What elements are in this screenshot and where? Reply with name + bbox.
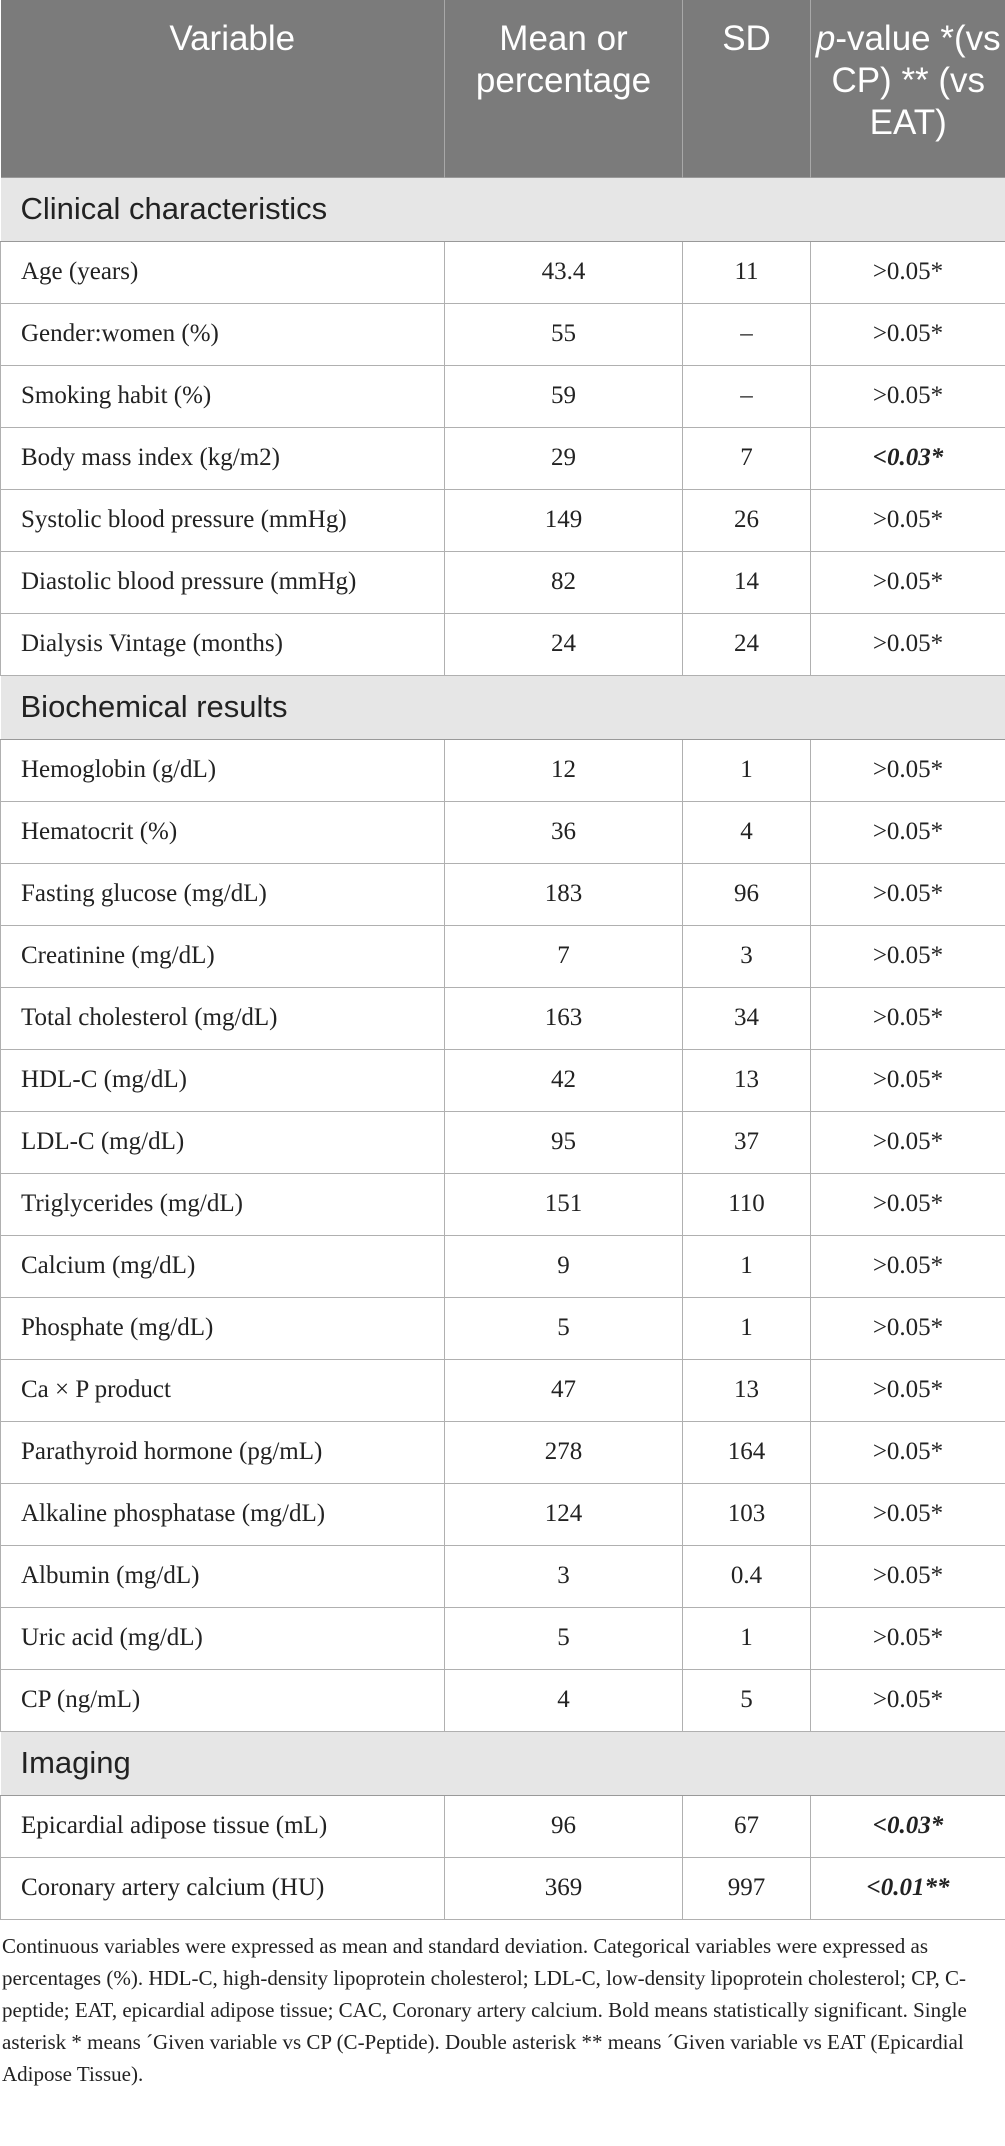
cell-variable: Total cholesterol (mg/dL): [1, 987, 445, 1049]
cell-sd: 67: [683, 1795, 811, 1857]
cell-mean: 29: [445, 427, 683, 489]
cell-p-value: >0.05*: [811, 303, 1005, 365]
table-row: [1, 1483, 1005, 1545]
cell-mean: 42: [445, 1049, 683, 1111]
cell-mean: 151: [445, 1173, 683, 1235]
section-row: [1, 675, 1005, 739]
cell-variable: Coronary artery calcium (HU): [1, 1857, 445, 1919]
cell-sd: –: [683, 303, 811, 365]
cell-mean: 96: [445, 1795, 683, 1857]
cell-variable: Creatinine (mg/dL): [1, 925, 445, 987]
cell-variable: Age (years): [1, 241, 445, 303]
cell-variable: Epicardial adipose tissue (mL): [1, 1795, 445, 1857]
table-row: [1, 1173, 1005, 1235]
cell-p-value: >0.05*: [811, 1545, 1005, 1607]
cell-variable: Alkaline phosphatase (mg/dL): [1, 1483, 445, 1545]
cell-variable: Triglycerides (mg/dL): [1, 1173, 445, 1235]
cell-mean: 9: [445, 1235, 683, 1297]
cell-variable: Smoking habit (%): [1, 365, 445, 427]
cell-sd: 11: [683, 241, 811, 303]
table-row: [1, 241, 1005, 303]
cell-p-value: <0.01**: [811, 1857, 1005, 1919]
cell-sd: 1: [683, 1235, 811, 1297]
cell-variable: LDL-C (mg/dL): [1, 1111, 445, 1173]
cell-variable: Hemoglobin (g/dL): [1, 739, 445, 801]
table-row: [1, 863, 1005, 925]
cell-sd: 5: [683, 1669, 811, 1731]
table-row: [1, 801, 1005, 863]
cell-variable: HDL-C (mg/dL): [1, 1049, 445, 1111]
table-footnote: Continuous variables were expressed as mean and standard deviation. Categorical variables were expressed as percentages (%). HDL-C, high-density lipoprotein cholesterol; LDL-C, low-density lipoprotein cholesterol; CP, C-peptide; EAT, epicardial adipose tissue; CAC, Coronary artery calcium. Bold means statistically significant. Single asterisk * means ´Given variable vs CP (C-Peptide). Double asterisk ** means ´Given variable vs EAT (Epicardial Adipose Tissue).: [2, 1933, 967, 2086]
cell-p-value: <0.03*: [811, 1795, 1005, 1857]
cell-sd: 14: [683, 551, 811, 613]
cell-p-value: >0.05*: [811, 1421, 1005, 1483]
table-row: [1, 1359, 1005, 1421]
table-row: [1, 1235, 1005, 1297]
cell-p-value: >0.05*: [811, 1235, 1005, 1297]
cell-p-value: >0.05*: [811, 801, 1005, 863]
cell-sd: 103: [683, 1483, 811, 1545]
cell-mean: 55: [445, 303, 683, 365]
cell-p-value: >0.05*: [811, 613, 1005, 675]
cell-variable: CP (ng/mL): [1, 1669, 445, 1731]
table-row: [1, 489, 1005, 551]
table-row: [1, 1421, 1005, 1483]
cell-p-value: <0.03*: [811, 427, 1005, 489]
header-sd: SD: [683, 0, 811, 177]
cell-variable: Calcium (mg/dL): [1, 1235, 445, 1297]
cell-sd: 164: [683, 1421, 811, 1483]
cell-p-value: >0.05*: [811, 365, 1005, 427]
section-row: [1, 177, 1005, 241]
cell-sd: 0.4: [683, 1545, 811, 1607]
cell-p-value: >0.05*: [811, 739, 1005, 801]
cell-sd: 24: [683, 613, 811, 675]
cell-sd: 96: [683, 863, 811, 925]
cell-mean: 278: [445, 1421, 683, 1483]
cell-mean: 5: [445, 1297, 683, 1359]
section-row: [1, 1731, 1005, 1795]
cell-mean: 47: [445, 1359, 683, 1421]
cell-p-value: >0.05*: [811, 925, 1005, 987]
table-row: [1, 1111, 1005, 1173]
cell-sd: 1: [683, 1297, 811, 1359]
section-title: Imaging: [1, 1731, 1005, 1795]
table-row: [1, 551, 1005, 613]
table-row: [1, 1669, 1005, 1731]
header-p-italic: p: [815, 19, 836, 58]
section-title: Clinical characteristics: [1, 177, 1005, 241]
header-p-rest: -value *(vs CP) ** (vs EAT): [831, 19, 1001, 142]
cell-p-value: >0.05*: [811, 241, 1005, 303]
table-row: [1, 303, 1005, 365]
cell-mean: 7: [445, 925, 683, 987]
cell-mean: 43.4: [445, 241, 683, 303]
cell-p-value: >0.05*: [811, 1111, 1005, 1173]
cell-mean: 163: [445, 987, 683, 1049]
cell-sd: 13: [683, 1049, 811, 1111]
cell-variable: Phosphate (mg/dL): [1, 1297, 445, 1359]
cell-sd: 4: [683, 801, 811, 863]
cell-sd: –: [683, 365, 811, 427]
cell-mean: 149: [445, 489, 683, 551]
cell-variable: Body mass index (kg/m2): [1, 427, 445, 489]
cell-p-value: >0.05*: [811, 551, 1005, 613]
cell-mean: 183: [445, 863, 683, 925]
table-row: [1, 1795, 1005, 1857]
cell-p-value: >0.05*: [811, 1359, 1005, 1421]
cell-mean: 59: [445, 365, 683, 427]
cell-variable: Dialysis Vintage (months): [1, 613, 445, 675]
cell-mean: 124: [445, 1483, 683, 1545]
cell-variable: Albumin (mg/dL): [1, 1545, 445, 1607]
header-variable: Variable: [1, 0, 445, 177]
cell-mean: 24: [445, 613, 683, 675]
cell-mean: 95: [445, 1111, 683, 1173]
table-row: [1, 365, 1005, 427]
cell-mean: 4: [445, 1669, 683, 1731]
cell-p-value: >0.05*: [811, 1669, 1005, 1731]
cell-variable: Ca × P product: [1, 1359, 445, 1421]
cell-sd: 13: [683, 1359, 811, 1421]
table-row: [1, 1049, 1005, 1111]
cell-sd: 110: [683, 1173, 811, 1235]
cell-p-value: >0.05*: [811, 1173, 1005, 1235]
cell-p-value: >0.05*: [811, 987, 1005, 1049]
cell-sd: 3: [683, 925, 811, 987]
table-row: [1, 427, 1005, 489]
cell-mean: 5: [445, 1607, 683, 1669]
cell-variable: Gender:women (%): [1, 303, 445, 365]
cell-sd: 7: [683, 427, 811, 489]
table-row: [1, 987, 1005, 1049]
cell-variable: Fasting glucose (mg/dL): [1, 863, 445, 925]
cell-p-value: >0.05*: [811, 489, 1005, 551]
table-header: [1, 0, 1005, 177]
cell-sd: 997: [683, 1857, 811, 1919]
cell-mean: 36: [445, 801, 683, 863]
cell-mean: 12: [445, 739, 683, 801]
cell-p-value: >0.05*: [811, 1049, 1005, 1111]
cell-mean: 3: [445, 1545, 683, 1607]
cell-sd: 1: [683, 739, 811, 801]
cell-p-value: >0.05*: [811, 1297, 1005, 1359]
cell-variable: Systolic blood pressure (mmHg): [1, 489, 445, 551]
table-row: [1, 1607, 1005, 1669]
cell-p-value: >0.05*: [811, 1607, 1005, 1669]
cell-sd: 37: [683, 1111, 811, 1173]
table-row: [1, 739, 1005, 801]
cell-sd: 26: [683, 489, 811, 551]
cell-p-value: >0.05*: [811, 1483, 1005, 1545]
cell-p-value: >0.05*: [811, 863, 1005, 925]
cell-variable: Diastolic blood pressure (mmHg): [1, 551, 445, 613]
header-mean: Mean or percentage: [445, 0, 683, 177]
cell-variable: Hematocrit (%): [1, 801, 445, 863]
section-title: Biochemical results: [1, 675, 1005, 739]
cell-variable: Parathyroid hormone (pg/mL): [1, 1421, 445, 1483]
table-row: [1, 925, 1005, 987]
cell-mean: 82: [445, 551, 683, 613]
table-body: [1, 177, 1005, 1919]
table-row: [1, 1545, 1005, 1607]
table-row: [1, 613, 1005, 675]
header-p-value: [811, 0, 1005, 177]
cell-sd: 34: [683, 987, 811, 1049]
cell-variable: Uric acid (mg/dL): [1, 1607, 445, 1669]
table-row: [1, 1297, 1005, 1359]
cell-sd: 1: [683, 1607, 811, 1669]
table-row: [1, 1857, 1005, 1919]
cell-mean: 369: [445, 1857, 683, 1919]
